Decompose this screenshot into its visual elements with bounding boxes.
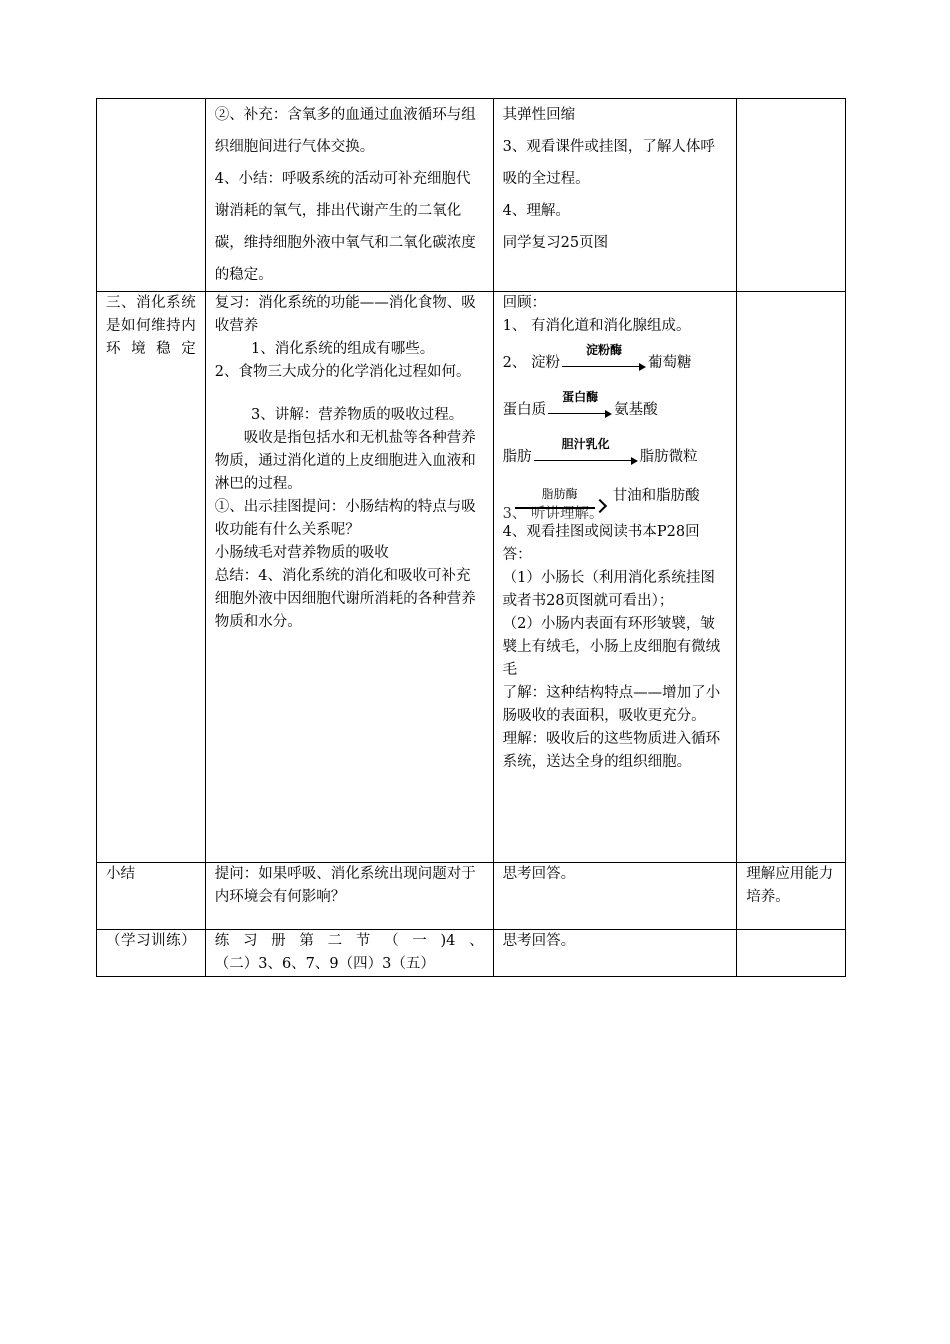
text-paragraph: ②、补充：含氧多的血通过血液循环与组织细胞间进行气体交换。 [214, 107, 476, 155]
cell-intent: 理解应用能力培养。 [737, 863, 846, 930]
table-row [97, 292, 846, 863]
digestion-equation-fat [502, 437, 728, 469]
cell-student-activity [493, 292, 737, 863]
cell-student-activity: 思考回答。 [493, 930, 737, 977]
text-paragraph: 总结：4、消化系统的消化和吸收可补充细胞外液中因细胞代谢所消耗的各种营养物质和水分。 [214, 568, 476, 630]
cell-intent [737, 99, 846, 292]
equation-product: 氨基酸 [614, 402, 658, 418]
table-row [97, 930, 846, 977]
table-row [97, 99, 846, 292]
reaction-arrow [515, 487, 605, 517]
reaction-arrow [534, 437, 638, 469]
text-paragraph: 理解：吸收后的这些物质进入循环系统，送达全身的组织细胞。 [502, 731, 721, 770]
enzyme-label: 淀粉酶 [585, 343, 622, 357]
cell-teacher-activity [205, 292, 493, 863]
text-paragraph: 3、讲解：营养物质的吸收过程。 [250, 407, 464, 423]
enzyme-label: 蛋白酶 [562, 390, 599, 404]
table-row [97, 863, 846, 930]
cell-student-activity: 思考回答。 [493, 863, 737, 930]
text-paragraph: 3、 听讲理解。 [502, 506, 604, 522]
text-paragraph: 其弹性回缩 [502, 107, 576, 123]
cell-stage [97, 99, 206, 292]
text-paragraph: （二）3、6、7、9（四）3（五） [214, 956, 435, 972]
text-paragraph: 小肠绒毛对营养物质的吸收 [214, 545, 389, 561]
text-paragraph: 3、观看课件或挂图，了解人体呼吸的全过程。 [502, 139, 715, 187]
text-paragraph: 4、理解。 [502, 203, 570, 219]
digestion-equation-starch [502, 343, 728, 375]
cell-stage: 小结 [97, 863, 206, 930]
text-paragraph: 4、小结：呼吸系统的活动可补充细胞代谢消耗的氧气，排出代谢产生的二氧化碳，维持细胞外液中氧气和二氧化碳浓度的稳定。 [214, 171, 476, 283]
enzyme-label: 胆汁乳化 [561, 437, 610, 451]
text-paragraph: 4、观看挂图或阅读书本P28回答： [502, 524, 700, 563]
text-paragraph: 回顾： [502, 295, 547, 311]
text-paragraph: （1）小肠长（利用消化系统挂图或者书28页图就可看出）； [502, 570, 715, 609]
equation-product: 甘油和脂肪酸 [612, 488, 700, 504]
cell-student-activity [493, 99, 737, 292]
reaction-arrow [548, 390, 612, 422]
cell-intent [737, 930, 846, 977]
cell-teacher-activity [205, 930, 493, 977]
cell-stage: 三、消化系统是如何维持内环境稳定 [97, 292, 206, 863]
cell-intent [737, 292, 846, 863]
equation-product: 脂肪微粒 [639, 449, 698, 465]
text-paragraph: 了解：这种结构特点——增加了小肠吸收的表面积，吸收更充分。 [502, 685, 721, 724]
text-paragraph: 复习：消化系统的功能——消化食物、吸收营养 [214, 295, 476, 334]
digestion-equation-lipase [503, 485, 728, 521]
cell-teacher-activity [205, 99, 493, 292]
text-paragraph: 2、食物三大成分的化学消化过程如何。 [214, 364, 471, 380]
reaction-arrow [562, 343, 646, 375]
cell-teacher-activity: 提问：如果呼吸、消化系统出现问题对于内环境会有何影响？ [205, 863, 493, 930]
equation-product: 葡萄糖 [647, 355, 692, 371]
equation-reactant: 蛋白质 [502, 402, 547, 418]
equation-reactant: 2、 淀粉 [502, 355, 560, 371]
text-paragraph: ①、出示挂图提问：小肠结构的特点与吸收功能有什么关系呢？ [214, 499, 476, 538]
text-paragraph: 练习册第二节（一)4、 [214, 933, 484, 949]
text-paragraph: 同学复习25页图 [502, 235, 609, 251]
text-paragraph: 1、 有消化道和消化腺组成。 [502, 318, 691, 334]
digestion-equation-protein [502, 390, 728, 422]
equation-reactant: 脂肪 [502, 449, 532, 465]
text-paragraph: （2）小肠内表面有环形皱襞，皱襞上有绒毛，小肠上皮细胞有微绒毛 [502, 616, 721, 678]
lesson-plan-table [96, 98, 846, 977]
text-paragraph: 吸收是指包括水和无机盐等各种营养物质，通过消化道的上皮细胞进入血液和淋巴的过程。 [214, 430, 476, 492]
text-paragraph: 1、消化系统的组成有哪些。 [250, 341, 435, 357]
enzyme-label: 脂肪酶 [541, 487, 578, 501]
cell-stage: （学习训练） [97, 930, 206, 977]
